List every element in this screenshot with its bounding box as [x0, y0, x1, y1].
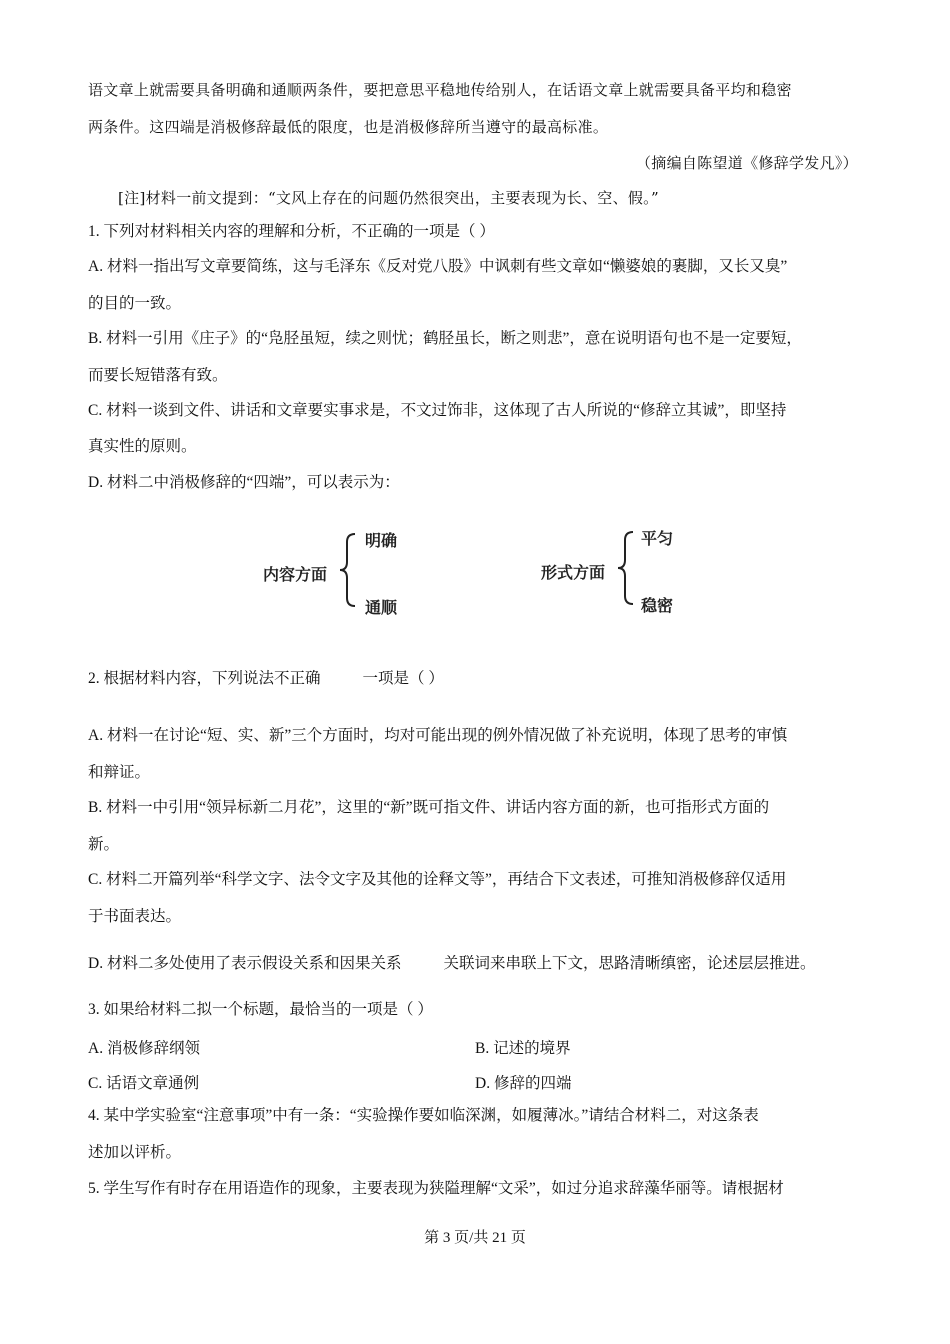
q1-option-b-line1: B. 材料一引用《庄子》的“凫胫虽短，续之则忧；鹤胫虽长，断之则悲”，意在说明语句也不是一定要短， [88, 330, 802, 347]
q2-option-d-line1 [88, 954, 815, 974]
q4-line-2: 述加以评析。 [88, 1144, 182, 1161]
diagram-right-bottom: 稳密 [641, 596, 674, 615]
q1-option-b-line2: 而要长短错落有致。 [88, 367, 228, 384]
q2-option-a-line2: 和辩证。 [88, 764, 151, 781]
q1-option-a-line2: 的目的一致。 [88, 295, 182, 312]
q1-option-c-line1: C. 材料一谈到文件、讲话和文章要实事求是，不文过饰非，这体现了古人所说的“修辞立其诚”，即坚持 [88, 402, 787, 419]
q3-stem: 3. 如果给材料二拟一个标题，最恰当的一项是（ ） [88, 1001, 433, 1018]
passage-source: （摘编自陈望道《修辞学发凡》） [635, 154, 858, 172]
left-brace-icon [337, 532, 359, 608]
diagram-left-label: 内容方面 [263, 565, 328, 584]
diagram-left-top: 明确 [365, 531, 398, 550]
q2-stem [88, 669, 444, 689]
q4-line-1: 4. 某中学实验室“注意事项”中有一条：“实验操作要如临深渊，如履薄冰。”请结合材料二，对这条表 [88, 1107, 759, 1124]
passage-note: [注]材料一前文提到：“文风上存在的问题仍然很突出，主要表现为长、空、假。” [118, 189, 659, 207]
q5-line-1: 5. 学生写作有时存在用语造作的现象，主要表现为狭隘理解“文采”，如过分追求辞藻华丽等。请根据材 [88, 1180, 784, 1197]
q2-option-b-line1: B. 材料一中引用“领异标新二月花”，这里的“新”既可指文件、讲话内容方面的新，也可指形式方面的 [88, 799, 770, 816]
q1-option-d-line1: D. 材料二中消极修辞的“四端”，可以表示为： [88, 474, 400, 491]
diagram-right-label: 形式方面 [541, 563, 606, 582]
q3-option-a: A. 消极修辞纲领 [88, 1040, 200, 1057]
q1-stem: 1. 下列对材料相关内容的理解和分析，不正确的一项是（ ） [88, 223, 495, 240]
passage-line-2: 两条件。这四端是消极修辞最低的限度，也是消极修辞所当遵守的最高标准。 [88, 118, 609, 136]
q3-option-c: C. 话语文章通例 [88, 1075, 200, 1092]
diagram-left-bottom: 通顺 [365, 598, 398, 617]
diagram-right-top: 平匀 [641, 529, 674, 548]
right-brace-icon [615, 530, 637, 606]
q2-option-d-part1: D. 材料二多处使用了表示假设关系和因果关系 [88, 955, 402, 972]
q2-option-a-line1: A. 材料一在讨论“短、实、新”三个方面时，均对可能出现的例外情况做了补充说明，体现了思考的审慎 [88, 727, 788, 744]
page-footer: 第 3 页/共 21 页 [424, 1230, 526, 1246]
q3-option-d: D. 修辞的四端 [475, 1075, 572, 1092]
q1-option-c-line2: 真实性的原则。 [88, 438, 197, 455]
q2-option-b-line2: 新。 [88, 836, 120, 853]
q2-option-c-line2: 于书面表达。 [88, 908, 182, 925]
q2-option-d-part2: 关联词来串联上下文，思路清晰缜密，论述层层推进。 [443, 955, 816, 972]
q2-stem-part1: 2. 根据材料内容，下列说法不正确 [88, 670, 321, 687]
q1-option-a-line1: A. 材料一指出写文章要简练，这与毛泽东《反对党八股》中讽刺有些文章如“懒婆娘的裹脚，又长又臭” [88, 258, 788, 275]
passage-line-1: 语文章上就需要具备明确和通顺两条件，要把意思平稳地传给别人，在话语文章上就需要具备平均和稳密 [88, 81, 792, 99]
q2-stem-part2: 一项是（ ） [362, 670, 444, 687]
q2-option-c-line1: C. 材料二开篇列举“科学文字、法令文字及其他的诠释文等”，再结合下文表述，可推知消极修辞仅适用 [88, 871, 787, 888]
four-ends-diagram [255, 520, 695, 620]
q3-option-b: B. 记述的境界 [475, 1040, 571, 1057]
